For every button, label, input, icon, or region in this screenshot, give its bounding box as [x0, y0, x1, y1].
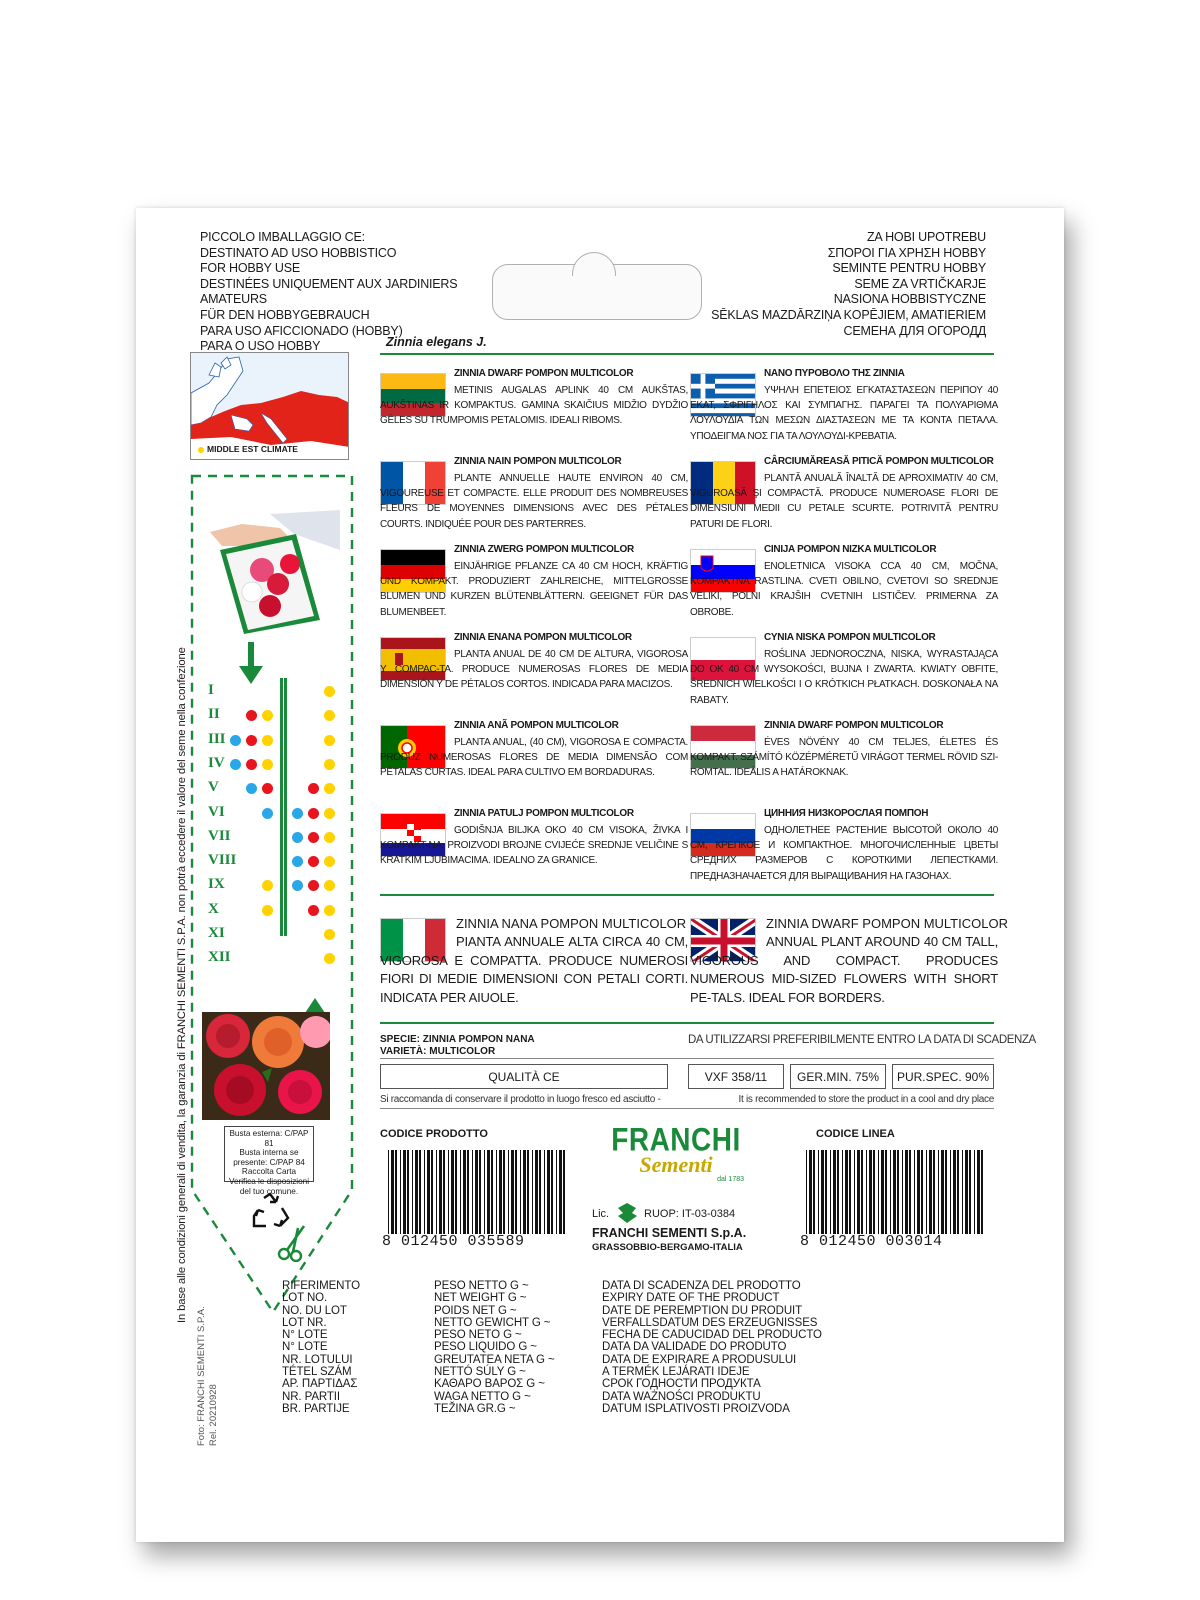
- header-right-line: ΣΠΟΡΟΙ ΓΙΑ ΧΡΗΣΗ HOBBY: [827, 245, 986, 260]
- header-left-line: FOR HOBBY USE: [200, 261, 300, 276]
- barcode-bar: [957, 1150, 959, 1234]
- language-description: PIANTA ANNUALE ALTA CIRCA 40 CM, VIGOROSA E COMPATTA. PRODUCE NUMEROSI FIORI DI MEDIE DIMENSIONI CON PETALI CORTI. INDICATA PER AIUOLE.: [380, 934, 688, 1005]
- language-title: ZINNIA ENANA POMPON MULTICOLOR: [454, 632, 632, 643]
- language-description: ΥΨΗΛΗ ΕΠΕΤΕΙΟΣ ΕΓΚΑΤΑΣΤΑΣΕΩΝ ΠΕΡΙΠΟΥ 40 ΕΚΑΤ, ΣΦΡΙΓΗΛΟΣ ΚΑΙ ΣΥΜΠΑΓΗΣ. ΠΑΡΑΓΕΙ ΤΑ ΠΟΛΥΑΡΙΘΜΑ ΛΟΥΛΟΥΔΙΑ ΤΩΝ ΜΕΣΩΝ ΔΙΑΣΤΑΣΕΩΝ ΜΕ ΤΑ ΚΟΝΤΑ ΠΕΤΑΛΑ. ΥΠΟΔΕΙΓΜΑ ΝΟΣ ΓΙΑ ΤΑ ΛΟΥΛΟΥΔΙ-ΚΡΕΒΑΤΙΑ.: [690, 385, 998, 442]
- barcode-bar: [941, 1150, 944, 1234]
- barcode-bar: [897, 1150, 899, 1234]
- weight-label: ΚΑΘΑΡΟ ΒΑΡΟΣ G ~: [434, 1378, 545, 1391]
- language-block-poland: [690, 632, 998, 714]
- blue-dot: [292, 880, 303, 891]
- month-label: IV: [208, 754, 225, 771]
- red-dot: [308, 905, 319, 916]
- barcode-bar: [563, 1150, 565, 1234]
- lot-label: NO. DU LOT: [282, 1304, 347, 1317]
- barcode-bar: [845, 1150, 848, 1234]
- storage-it: Si raccomanda di conservare il prodotto in luogo fresco ed asciutto -: [380, 1094, 661, 1105]
- barcode-bar: [503, 1150, 505, 1234]
- line-code-label: CODICE LINEA: [816, 1128, 895, 1140]
- arrow-down-icon: [238, 642, 264, 686]
- language-description: ÉVES NÖVÉNY 40 CM TELJES, ÉLETES ÉS KOMPAKT. SZÁMÍTÓ KÖZÉPMÉRETŰ VIRÁGOT TERMEL RÖVID SZI-ROMTAL. IDEÁLIS A HATÁROKNAK.: [690, 737, 998, 779]
- month-label: XII: [208, 949, 231, 966]
- line-barcode-number: 8 012450 003014: [800, 1233, 943, 1250]
- header-right-line: SĒKLAS MAZDĀRZIŅA KOPĒJIEM, AMATIERIEM: [711, 307, 986, 322]
- barcode-bar: [515, 1150, 517, 1234]
- barcode-bar: [431, 1150, 433, 1234]
- expiry-label: DATE DE PEREMPTION DU PRODUIT: [602, 1304, 803, 1317]
- expiry-label: DATA WAŻNOŚCI PRODUKTU: [602, 1390, 761, 1403]
- barcode-bar: [472, 1150, 473, 1234]
- red-dot: [246, 759, 257, 770]
- barcode-bar: [491, 1150, 493, 1234]
- license-label: Lic.: [592, 1208, 610, 1220]
- expiry-label: VERFALLSDATUM DES ERZEUGNISSES: [602, 1316, 818, 1329]
- barcode-bar: [487, 1150, 490, 1234]
- weight-label: PESO NETO G ~: [434, 1329, 522, 1342]
- language-block-portugal: [380, 720, 688, 802]
- barcode-bar: [535, 1150, 538, 1234]
- red-dot: [308, 783, 319, 794]
- lot-label: LOT NO.: [282, 1292, 328, 1305]
- yellow-dot: [262, 905, 273, 916]
- barcode-bar: [849, 1150, 851, 1234]
- expiry-label: EXPIRY DATE OF THE PRODUCT: [602, 1292, 780, 1305]
- barcode-bar: [917, 1150, 920, 1234]
- lot-number-labels: [282, 1280, 360, 1415]
- specs-thin-rule: [380, 1058, 994, 1059]
- language-block-spain: [380, 632, 688, 714]
- month-label: III: [208, 730, 226, 747]
- hobby-use-right: [696, 230, 986, 339]
- barcode-bar: [547, 1150, 550, 1234]
- barcode-bar: [460, 1150, 461, 1234]
- header-left-line: FÜR DEN HOBBYGEBRAUCH: [200, 307, 370, 322]
- lot-label: BR. PARTIJE: [282, 1402, 350, 1415]
- barcode-bar: [455, 1150, 457, 1234]
- blue-dot: [230, 735, 241, 746]
- language-block-uk: [690, 916, 1008, 1012]
- barcode-bar: [415, 1150, 418, 1234]
- language-description: PLANTĂ ANUALĂ ÎNALTĂ DE APROXIMATIV 40 CM, VIGUROASĂ ŞI COMPACTĂ. PRODUCE NUMEROASE FLORI DE DIMENSIUNI MEDII CU PETALE SCURTE. POTRIVITĂ PENTRU PATURI DE FLORI.: [690, 473, 998, 530]
- expiry-date-labels: [602, 1280, 822, 1415]
- barcode-bar: [837, 1150, 839, 1234]
- species-label: SPECIE:: [380, 1034, 421, 1045]
- language-title: ZINNIA ZWERG POMPON MULTICOLOR: [454, 544, 634, 555]
- language-title: ΝΑΝΟ ΠΥΡΟΒΟΛΟ ΤΗΣ ZINNIA: [764, 368, 905, 379]
- use-by-notice: DA UTILIZZARSI PREFERIBILMENTE ENTRO LA DATA DI SCADENZA: [688, 1034, 1036, 1046]
- barcode-bar: [479, 1150, 481, 1234]
- weight-label: GREUTATEA NETA G ~: [434, 1353, 555, 1366]
- barcode-bar: [830, 1150, 831, 1234]
- blue-dot: [230, 759, 241, 770]
- barcode-bar: [395, 1150, 397, 1234]
- barcode-bar: [842, 1150, 843, 1234]
- weight-label: POIDS NET G ~: [434, 1304, 517, 1317]
- weight-label: WAGA NETTO G ~: [434, 1390, 531, 1403]
- barcode-bar: [921, 1150, 923, 1234]
- barcode-bar: [873, 1150, 875, 1234]
- yellow-dot: [262, 880, 273, 891]
- barcode-bar: [556, 1150, 557, 1234]
- language-block-lithuania: [380, 368, 688, 450]
- barcode-bar: [451, 1150, 454, 1234]
- barcode-bar: [403, 1150, 406, 1234]
- language-title: ZINNIA PATULJ POMPON MULTICOLOR: [454, 808, 634, 819]
- barcode-bar: [551, 1150, 553, 1234]
- barcode-bar: [938, 1150, 939, 1234]
- red-dot: [308, 832, 319, 843]
- language-title: ZINNIA DWARF POMPON MULTICOLOR: [454, 368, 634, 379]
- language-block-slovenia: [690, 544, 998, 626]
- lot-label: ΑΡ. ΠΑΡΤΙΔΑΣ: [282, 1378, 358, 1391]
- language-description: PLANTA ANUAL, (40 CM), VIGOROSA E COMPACTA. PRODUZ NUMEROSAS FLORES DE MEDIA DIMENSÃO COM PÉTALAS CURTAS. IDEAL PARA CULTIVO EM BORDADURAS.: [380, 737, 688, 779]
- flowers-photo: [202, 1012, 330, 1120]
- species-value: ZINNIA POMPON NANA: [422, 1034, 535, 1045]
- barcode-bar: [861, 1150, 863, 1234]
- expiry-label: DATA DA VALIDADE DO PRODUTO: [602, 1341, 787, 1354]
- barcode-bar: [388, 1150, 389, 1234]
- barcode-bar: [833, 1150, 836, 1234]
- barcode-bar: [496, 1150, 497, 1234]
- lot-label: NR. PARTII: [282, 1390, 340, 1403]
- barcode-bar: [866, 1150, 867, 1234]
- barcode-bar: [511, 1150, 514, 1234]
- month-label: VII: [208, 827, 231, 844]
- blue-dot: [292, 808, 303, 819]
- yellow-dot: [262, 735, 273, 746]
- yellow-dot: [324, 832, 335, 843]
- barcode-bar: [436, 1150, 437, 1234]
- language-description: GODIŠNJA BILJKA OKO 40 CM VISOKA, ŽIVKA I KOMPAKT-NA. PROIZVODI BROJNE CVIJEĆE SREDNJE VELIČINE S KRATKIM LJUBIMACIMA. IDEALNO ZA GRANICE.: [380, 825, 688, 867]
- species-variety: [380, 1034, 535, 1058]
- language-description: ROŚLINA JEDNOROCZNA, NISKA, WYRASTAJĄCA DO OK 40 CM WYSOKOŚCI, BUJNA I ZWARTA. KWIATY OBFITE, ŚREDNICH WIELKOŚCI I O KRÓTKICH PŁATKACH. DOSKONAŁA NA RABATY.: [690, 649, 998, 706]
- barcode-bar: [953, 1150, 956, 1234]
- language-block-greece: [690, 368, 998, 450]
- barcode-bar: [544, 1150, 545, 1234]
- company-name: FRANCHI SEMENTI S.p.A.: [592, 1226, 747, 1240]
- product-code-label: CODICE PRODOTTO: [380, 1128, 488, 1140]
- header-left-line: DESTINATO AD USO HOBBISTICO: [200, 245, 397, 260]
- middle-rule: [380, 894, 994, 896]
- species-latin-name: Zinnia elegans J.: [386, 335, 487, 349]
- variety-value: MULTICOLOR: [429, 1046, 496, 1057]
- barcode-bar: [806, 1150, 807, 1234]
- barcode-bar: [407, 1150, 409, 1234]
- line-barcode: [806, 1150, 986, 1234]
- germination-box: GER.MIN. 75%: [790, 1064, 886, 1089]
- barcode-bar: [419, 1150, 421, 1234]
- lot-label: LOT NR.: [282, 1316, 327, 1329]
- barcode-bar: [969, 1150, 971, 1234]
- barcode-bar: [523, 1150, 526, 1234]
- expiry-label: FECHA DE CADUCIDAD DEL PRODUCTO: [602, 1329, 822, 1342]
- lot-label: NR. LOTULUI: [282, 1353, 353, 1366]
- barcode-bar: [439, 1150, 442, 1234]
- barcode-bar: [448, 1150, 449, 1234]
- header-right-line: СЕМЕНА ДЛЯ ОГОРОДД: [843, 323, 986, 338]
- barcode-bar: [869, 1150, 872, 1234]
- recycle-line: Raccolta Carta: [241, 1167, 297, 1177]
- barcode-bar: [902, 1150, 903, 1234]
- red-dot: [246, 710, 257, 721]
- language-description: EINJÄHRIGE PFLANZE CA 40 CM HOCH, KRÄFTIG UND KOMPAKT. PRODUZIERT ZAHLREICHE, MITTELGROSSE BLUMEN UND KURZEN BLÜTENBLÄTTERN. GEEIGNET FÜR DAS BLUMENBEET.: [380, 561, 688, 618]
- brand-since: dal 1783: [717, 1176, 744, 1183]
- blue-dot: [262, 808, 273, 819]
- barcode-bar: [905, 1150, 908, 1234]
- barcode-bar: [821, 1150, 824, 1234]
- month-label: VI: [208, 803, 225, 820]
- barcode-bar: [981, 1150, 983, 1234]
- red-dot: [308, 808, 319, 819]
- barcode-bar: [443, 1150, 445, 1234]
- header-left-line: AMATEURS: [200, 292, 267, 307]
- barcode-bar: [825, 1150, 827, 1234]
- language-title: CINIJA POMPON NIZKA MULTICOLOR: [764, 544, 937, 555]
- barcode-bar: [950, 1150, 951, 1234]
- hanger-notch: [572, 252, 616, 276]
- header-left-line: DESTINÉES UNIQUEMENT AUX JARDINIERS: [200, 276, 458, 291]
- storage-notice: [380, 1094, 994, 1105]
- lot-label: RIFERIMENTO: [282, 1280, 360, 1292]
- language-block-russia: [690, 808, 998, 890]
- expiry-label: A TERMÉK LEJÁRATI IDEJE: [602, 1366, 750, 1379]
- language-title: ZINNIA DWARF POMPON MULTICOLOR: [766, 916, 1008, 931]
- guarantee-vertical-text: In base alle condizioni generali di vendita, la garanzia di FRANCHI SEMENTI S.P.A. non potrà eccedere il valore del seme nella confezione: [176, 647, 188, 1323]
- language-description: ANNUAL PLANT AROUND 40 CM TALL, VIGOROUS AND COMPACT. PRODUCES NUMEROUS MID-SIZED FLOWERS WITH SHORT PE-TALS. IDEAL FOR BORDERS.: [690, 934, 998, 1005]
- expiry-label: DATA DE EXPIRARE A PRODUSULUI: [602, 1353, 797, 1366]
- barcode-bar: [933, 1150, 935, 1234]
- barcode-bar: [532, 1150, 533, 1234]
- brand-sub: Sementi: [639, 1152, 713, 1177]
- barcode-bar: [929, 1150, 932, 1234]
- header-left-line: PARA USO AFICCIONADO (HOBBY): [200, 323, 403, 338]
- yellow-dot: [324, 686, 335, 697]
- quality-box: QUALITÀ CE: [380, 1064, 668, 1089]
- header-left-line: PARA O USO HOBBY: [200, 339, 321, 354]
- weight-label: NET WEIGHT G ~: [434, 1292, 527, 1305]
- month-label: V: [208, 779, 219, 796]
- barcode-bar: [893, 1150, 896, 1234]
- barcode-bar: [977, 1150, 980, 1234]
- weight-label: PESO LIQUIDO G ~: [434, 1341, 537, 1354]
- month-label: II: [208, 706, 220, 723]
- month-label: IX: [208, 876, 225, 893]
- barcode-bar: [813, 1150, 815, 1234]
- barcode-bar: [427, 1150, 430, 1234]
- header-right-line: NASIONA HOBBISTYCZNE: [833, 292, 986, 307]
- language-description: PLANTA ANUAL DE 40 CM DE ALTURA, VIGOROSA Y COMPAC-TA. PRODUCE NUMEROSAS FLORES DE MEDIA DIMENSIÓN Y DE PÉTALOS CORTOS. INDICADA PARA MACIZOS.: [380, 649, 688, 691]
- red-dot: [308, 880, 319, 891]
- header-right-line: SEMINTE PENTRU HOBBY: [832, 261, 986, 276]
- recycle-line: Verifica le disposizioni del tuo comune.: [228, 1176, 310, 1196]
- barcode-bar: [412, 1150, 413, 1234]
- barcode-bar: [890, 1150, 891, 1234]
- barcode-bar: [818, 1150, 819, 1234]
- barcode-bar: [878, 1150, 879, 1234]
- yellow-dot: [324, 856, 335, 867]
- language-block-italy: [380, 916, 688, 1012]
- top-rule: [380, 353, 994, 355]
- brand-name: FRANCHI: [611, 1121, 741, 1158]
- variety-label: VARIETÀ:: [380, 1046, 427, 1057]
- expiry-label: DATA DI SCADENZA DEL PRODOTTO: [602, 1280, 801, 1292]
- barcode-bar: [499, 1150, 502, 1234]
- sowing-calendar: [136, 682, 366, 966]
- lot-label: N° LOTE: [282, 1341, 328, 1354]
- lot-label: N° LOTE: [282, 1329, 328, 1342]
- barcode-bar: [885, 1150, 887, 1234]
- climate-map: [190, 352, 349, 460]
- language-title: ZINNIA NAIN POMPON MULTICOLOR: [454, 456, 622, 467]
- language-block-croatia: [380, 808, 688, 890]
- language-title: CÂRCIUMĂREASĂ PITICĂ POMPON MULTICOLOR: [764, 456, 994, 467]
- yellow-dot: [324, 783, 335, 794]
- barcode-bar: [424, 1150, 425, 1234]
- yellow-dot: [262, 710, 273, 721]
- photo-credit-line: Foto: FRANCHI SEMENTI S.P.A.: [196, 1306, 207, 1446]
- expiry-label: СРОК ГОДНОСТИ ПРОДУКТА: [602, 1378, 761, 1391]
- barcode-bar: [809, 1150, 812, 1234]
- yellow-dot: [262, 759, 273, 770]
- language-title: CYNIA NISKA POMPON MULTICOLOR: [764, 632, 936, 643]
- language-title: ZINNIA DWARF POMPON MULTICOLOR: [764, 720, 944, 731]
- weight-label: TEŽINA GR.G ~: [434, 1402, 516, 1415]
- language-block-hungary: [690, 720, 998, 802]
- red-dot: [246, 735, 257, 746]
- weight-label: NETTÓ SÚLY G ~: [434, 1366, 526, 1379]
- barcode-bar: [463, 1150, 466, 1234]
- blue-dot: [292, 856, 303, 867]
- climate-map-label: MIDDLE EST CLIMATE: [207, 444, 298, 454]
- recycle-line: Busta interna se presente: C/PAP 84: [233, 1148, 305, 1167]
- yellow-dot: [324, 929, 335, 940]
- yellow-dot: [324, 759, 335, 770]
- barcode-bar: [945, 1150, 947, 1234]
- month-label: XI: [208, 925, 225, 941]
- barcode-bar: [926, 1150, 927, 1234]
- barcode-bar: [974, 1150, 975, 1234]
- product-barcode: [388, 1150, 568, 1234]
- expiry-label: DATUM ISPLATIVOSTI PROIZVODA: [602, 1402, 790, 1415]
- variety-code-box: VXF 358/11: [688, 1064, 784, 1089]
- lot-label: TÉTEL SZÁM: [282, 1366, 352, 1379]
- yellow-dot: [324, 710, 335, 721]
- barcode-bar: [857, 1150, 860, 1234]
- barcode-bar: [914, 1150, 915, 1234]
- barcode-bar: [559, 1150, 562, 1234]
- recycle-line: Busta esterna: C/PAP 81: [229, 1129, 309, 1148]
- ruop-code: RUOP: IT-03-0384: [644, 1208, 736, 1220]
- company-address: GRASSOBBIO-BERGAMO-ITALIA: [592, 1242, 743, 1253]
- recycle-instructions: [224, 1126, 314, 1196]
- leaf-icon: [616, 1202, 638, 1224]
- scissors-icon: [276, 1222, 310, 1262]
- barcode-bar: [484, 1150, 485, 1234]
- language-title: ЦИННИЯ НИЗКОРОСЛАЯ ПОМПОН: [764, 808, 929, 819]
- red-dot: [308, 856, 319, 867]
- barcode-bar: [475, 1150, 478, 1234]
- seed-packet-back: [136, 208, 1064, 1542]
- barcode-bar: [962, 1150, 963, 1234]
- barcode-bar: [881, 1150, 884, 1234]
- barcode-bar: [508, 1150, 509, 1234]
- product-barcode-number: 8 012450 035589: [382, 1233, 525, 1250]
- specs-rule: [380, 1022, 994, 1024]
- language-description: METINIS AUGALAS APLINK 40 CM AUKŠTAS, AUKŠTINAS IR KOMPAKTUS. GAMINA SKAIČIUS MIDŽIO DYDŽIO GĖLES SU TRUMPOMIS PETALOMIS. IDEALI RIBOMS.: [380, 385, 688, 427]
- barcode-bar: [854, 1150, 855, 1234]
- weight-label: NETTO GEWICHT G ~: [434, 1316, 551, 1329]
- blue-dot: [246, 783, 257, 794]
- header-right-line: SEME ZA VRTIČKARJE: [854, 276, 986, 291]
- photo-credit-line: Rel. 20210928: [208, 1384, 219, 1446]
- red-dot: [262, 783, 273, 794]
- barcode-bar: [909, 1150, 911, 1234]
- yellow-dot: [324, 880, 335, 891]
- language-block-romania: [690, 456, 998, 538]
- language-block-germany: [380, 544, 688, 626]
- barcode-bar: [527, 1150, 529, 1234]
- storage-rule: [380, 1108, 994, 1109]
- month-label: X: [208, 900, 219, 917]
- barcode-bar: [965, 1150, 968, 1234]
- language-title: ZINNIA ANÃ POMPON MULTICOLOR: [454, 720, 619, 731]
- header-right-line: ZA HOBI UPOTREBU: [866, 230, 986, 244]
- language-description: ОДНОЛЕТНЕЕ РАСТЕНИЕ ВЫСОТОЙ ОКОЛО 40 СМ, КРЕПКОЕ И КОМПАКТНОЕ. МНОГОЧИСЛЕННЫЕ ЦВЕТЫ СРЕДНИХ РАЗМЕРОВ С КОРОТКИМИ ЛЕПЕСТКАМИ. ПРЕДНАЗНАЧАЕТСЯ ДЛЯ ВЫРАЩИВАНИЯ НА ГАЗОНАХ.: [690, 825, 998, 882]
- month-label: VIII: [208, 852, 237, 869]
- barcode-bar: [539, 1150, 541, 1234]
- header-left-line: PICCOLO IMBALLAGGIO CE:: [200, 230, 365, 244]
- blue-dot: [292, 832, 303, 843]
- purity-box: PUR.SPEC. 90%: [892, 1064, 994, 1089]
- barcode-bar: [520, 1150, 521, 1234]
- barcode-bar: [391, 1150, 394, 1234]
- language-description: ENOLETNICA VISOKA CCA 40 CM, MOČNA, KOMPAKTNA RASTLINA. CVETI OBILNO, CVETOVI SO SREDNJE VELIKI, POLNI KRAJŠIH CVETNIH LISTIČEV. PRIMERNA ZA OBROBE.: [690, 561, 998, 618]
- language-description: PLANTE ANNUELLE HAUTE ENVIRON 40 CM, VIGOUREUSE ET COMPACTE. ELLE PRODUIT DES NOMBREUSES FLEURS DE MOYENNES DIMENSIONS AVEC DES PÉTALES COURTS. INDIQUÉE POUR DES PARTERRES.: [380, 473, 688, 530]
- month-label: I: [208, 682, 214, 698]
- packet-in-hand-illustration: [202, 510, 340, 634]
- yellow-dot: [324, 905, 335, 916]
- net-weight-labels: [434, 1280, 555, 1415]
- storage-en: It is recommended to store the product in a cool and dry place: [738, 1094, 994, 1105]
- franchi-logo: [588, 1121, 764, 1183]
- barcode-bar: [467, 1150, 469, 1234]
- barcode-bar: [400, 1150, 401, 1234]
- weight-label: PESO NETTO G ~: [434, 1280, 529, 1292]
- yellow-dot: [324, 808, 335, 819]
- yellow-dot: [324, 735, 335, 746]
- language-title: ZINNIA NANA POMPON MULTICOLOR: [456, 916, 687, 931]
- language-block-france: [380, 456, 688, 538]
